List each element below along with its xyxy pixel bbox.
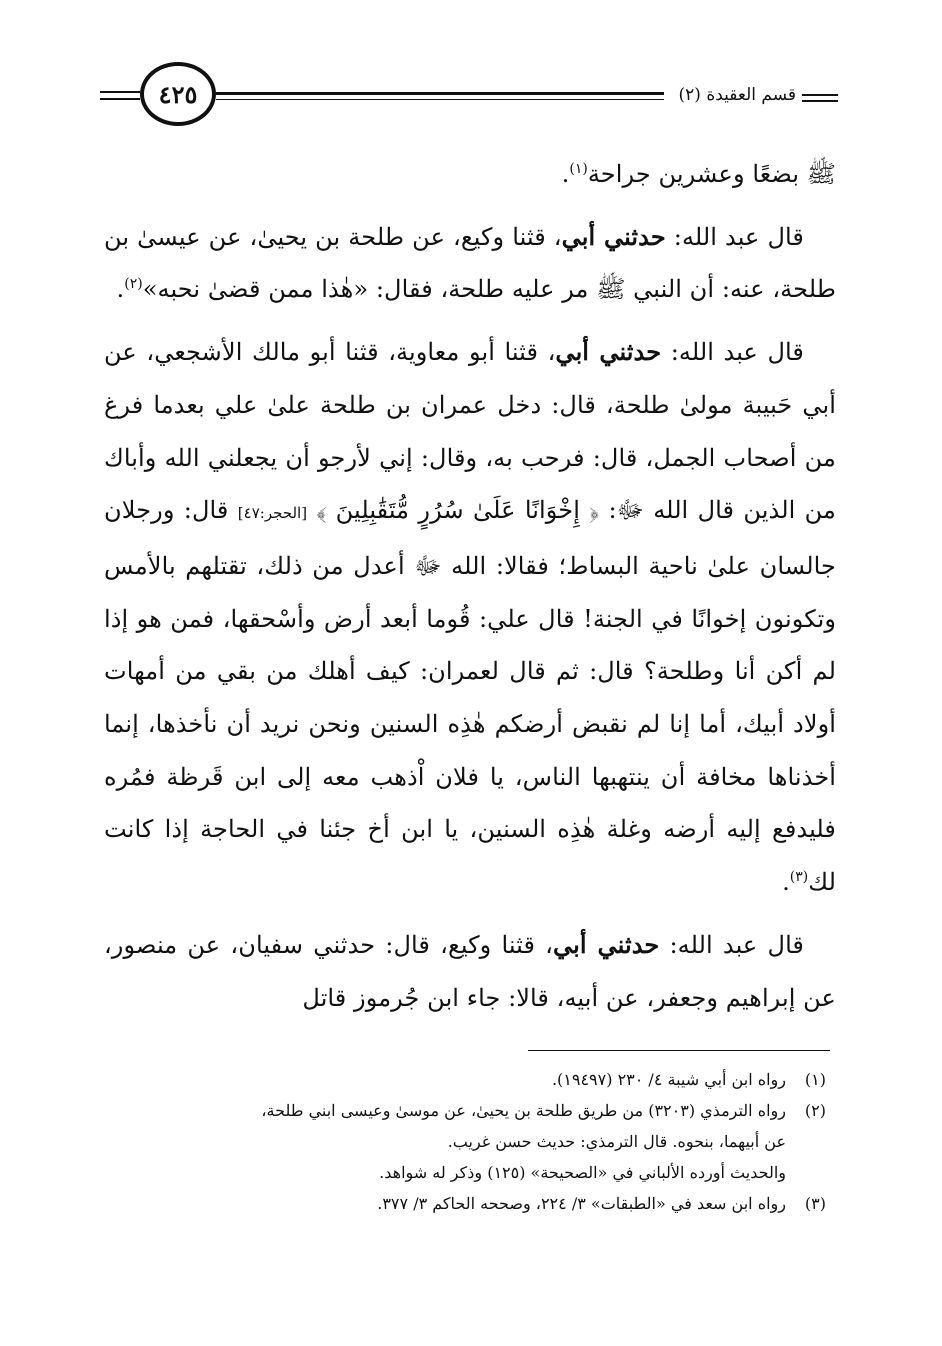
paragraph-continuation: ﷺ بضعًا وعشرين جراحة$^{(١)}$. <box>561 160 836 188</box>
header-rule-right <box>802 94 838 96</box>
section-title: قسم العقيدة (٢) <box>678 85 796 105</box>
header-rule-right-2 <box>802 100 838 102</box>
quran-reference: [الحجر:٤٧] <box>237 504 308 523</box>
footnote-text: رواه الترمذي (٣٢٠٣) من طريق طلحة بن يحيىٰ، عن موسىٰ وعيسى ابني طلحة، <box>261 1101 786 1120</box>
footnote-number: (٣) <box>804 1194 826 1213</box>
footnote-ref-2: (٢) <box>124 276 143 293</box>
footnote-2 <box>190 1095 826 1126</box>
footnote-text: رواه ابن أبي شيبة ٤/ ٢٣٠ (١٩٤٩٧). <box>551 1070 786 1089</box>
footnote-2-line-2: عن أبيهما، بنحوه. قال الترمذي: حديث حسن غريب. <box>447 1132 786 1151</box>
footnote-text: رواه ابن سعد في «الطبقات» ٣/ ٢٢٤، وصححه الحاكم ٣/ ٣٧٧. <box>377 1194 786 1213</box>
header-rule-middle-2 <box>216 99 664 100</box>
paragraph-hadith-1: قال عبد الله: حدثني أبي، قثنا وكيع، عن طلحة بن يحيىٰ، عن عيسىٰ بن طلحة، عنه: أن النبي ﷺ مر عليه طلحة، فقال: «هٰذا ممن قضىٰ نحبه»$^{(٢)}$. <box>104 221 836 304</box>
footnote-1 <box>190 1064 826 1095</box>
footnote-2-line-3: والحديث أورده الألباني في «الصحيحة» (١٢٥) وذكر له شواهد. <box>379 1163 786 1182</box>
footnote-number: (٢) <box>804 1101 826 1120</box>
footnote-ref-3: (٣) <box>789 869 809 886</box>
header-rule-left <box>100 91 140 93</box>
running-header <box>100 62 838 130</box>
main-text <box>104 148 836 1024</box>
page-number: ٤٢٥ <box>140 62 216 126</box>
footnote-ref-1: (١) <box>569 160 588 177</box>
footnotes <box>190 1064 826 1219</box>
footnote-3 <box>190 1188 826 1219</box>
paragraph-hadith-3: قال عبد الله: حدثني أبي، قثنا وكيع، قال: حدثني سفيان، عن منصور، عن إبراهيم وجعفر، عن أبيه، قالا: جاء ابن جُرموز قاتل <box>104 929 836 1012</box>
paragraph-hadith-2: قال عبد الله: حدثني أبي، قثنا أبو معاوية، قثنا أبو مالك الأشجعي، عن أبي حَبيبة مولىٰ طلحة، قال: دخل عمران بن طلحة علىٰ علي بعدما فرغ من أصحاب الجمل، قال: فرحب به، وقال: إني لأرجو أن يجعلني الله وأباك من الذين قال الله ﷻ: ﴿ إِخْوَانًا عَلَىٰ سُرُرٍ مُّتَقَٰبِلِينَ ﴾ [الحجر:٤٧] قال: ورجلان جالسان علىٰ ناحية البساط؛ فقالا: الله ﷻ أعدل من ذلك، تقتلهم بالأمس وتكونون إخوانًا في الجنة! قال علي: قُوما أبعد أرض وأسْحقها، فمن هو إذا لم أكن أنا وطلحة؟ قال: ثم قال لعمران: كيف أهلك من بقي من أمهات أولاد أبيك، أما إنا لم نقبض أرضكم هٰذِه السنين ونحن نريد أن نأخذها، إنما أخذناها مخافة أن ينتهبها الناس، يا فلان اْذهب معه إلى ابن قَرظة فمُره فليدفع إليه أرضه وغلة هٰذِه السنين، يا ابن أخ جئنا في الحاجة إذا كانت لك$^{(٣)}$. <box>104 337 836 897</box>
footnote-separator <box>528 1050 830 1051</box>
header-rule-middle <box>216 92 664 95</box>
footnote-number: (١) <box>804 1070 826 1089</box>
header-rule-left-2 <box>100 98 140 100</box>
